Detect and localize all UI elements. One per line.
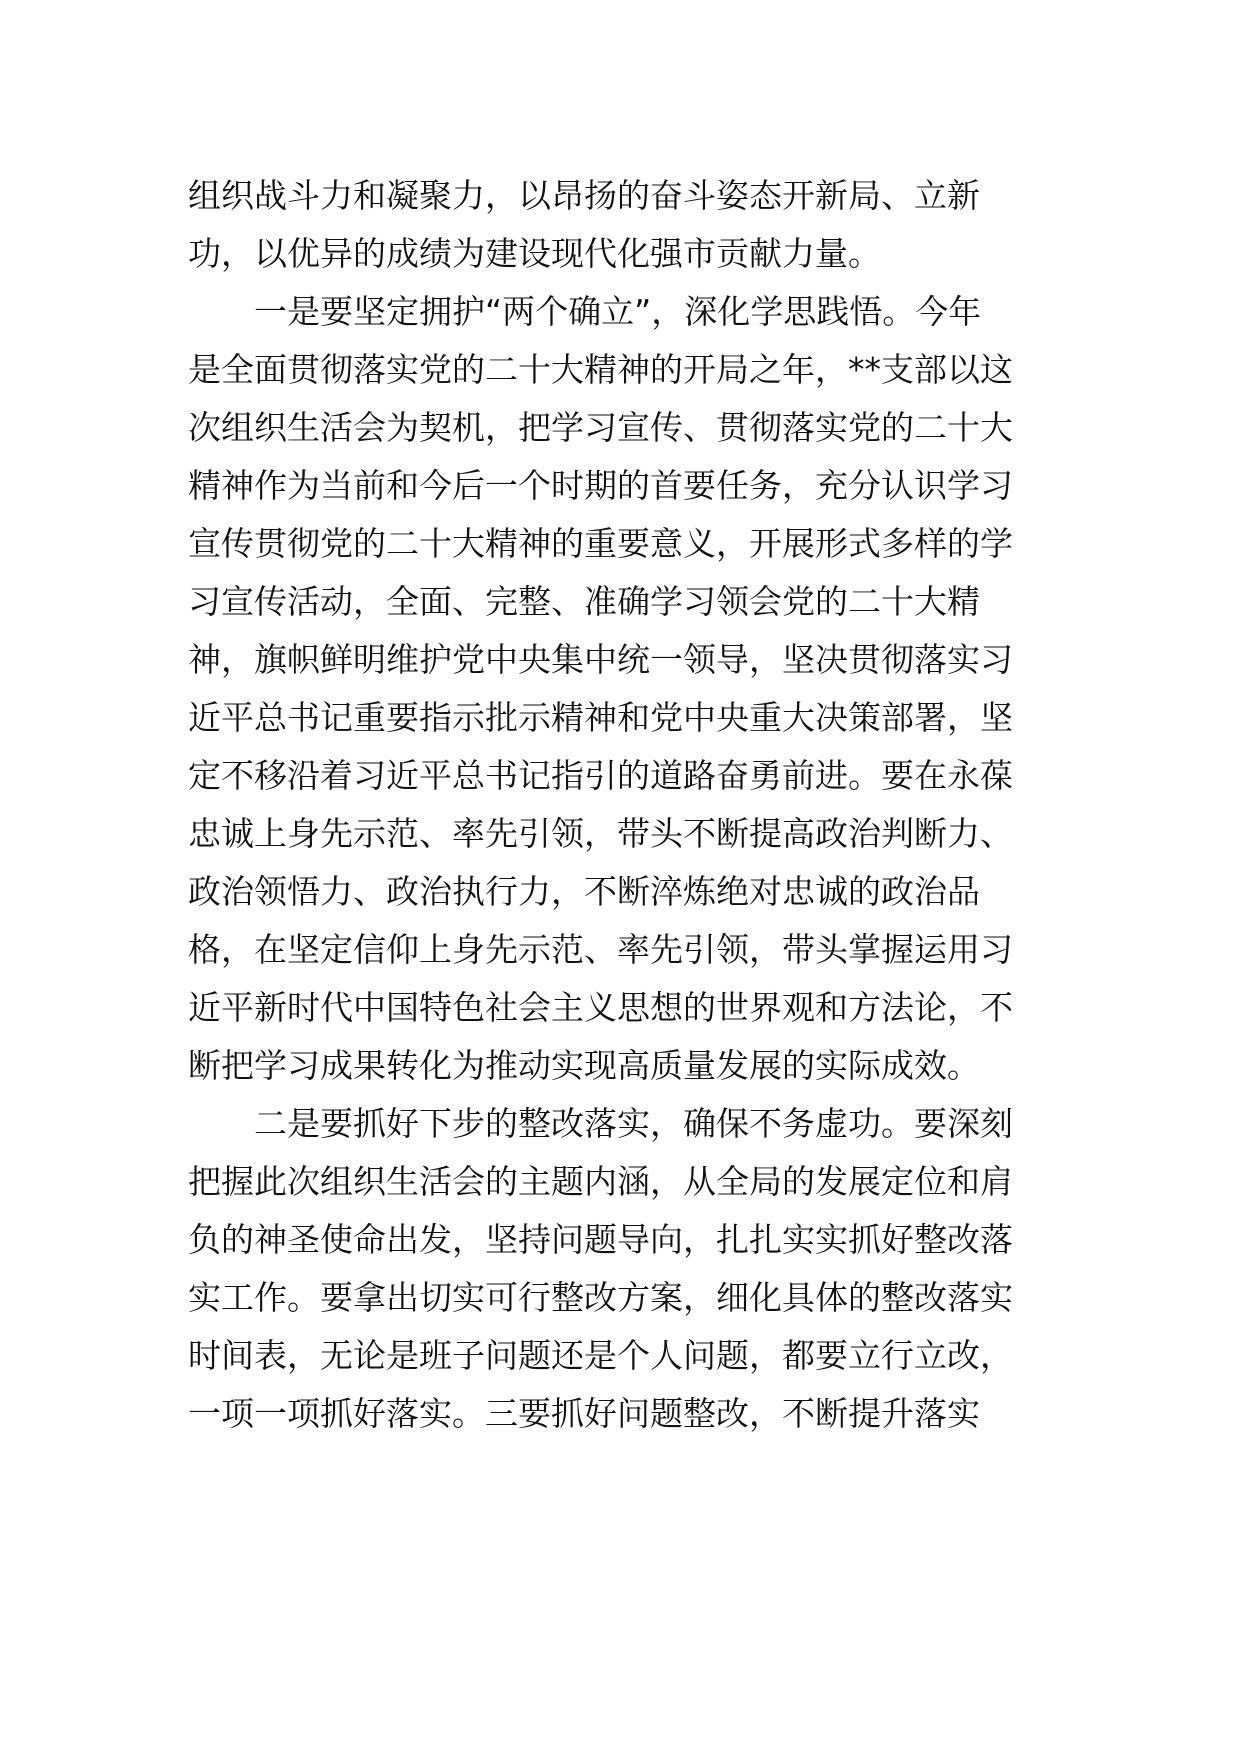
text-line: 精神作为当前和今后一个时期的首要任务，充分认识学习: [188, 466, 1013, 505]
text-line: 忠诚上身先示范、率先引领，带头不断提高政治判断力、: [188, 814, 1013, 853]
text-line: 一项一项抓好落实。三要抓好问题整改，不断提升落实: [188, 1394, 980, 1433]
text-line: 政治领悟力、政治执行力，不断淬炼绝对忠诚的政治品: [188, 872, 980, 911]
text-line: 实工作。要拿出切实可行整改方案，细化具体的整改落实: [188, 1278, 1013, 1317]
text-line: 习宣传活动，全面、完整、准确学习领会党的二十大精: [188, 582, 980, 621]
text-line: 宣传贯彻党的二十大精神的重要意义，开展形式多样的学: [188, 524, 1013, 563]
text-line: 格，在坚定信仰上身先示范、率先引领，带头掌握运用习: [188, 930, 1013, 969]
text-line: 把握此次组织生活会的主题内涵，从全局的发展定位和肩: [188, 1162, 1013, 1201]
text-line: 功，以优异的成绩为建设现代化强市贡献力量。: [188, 234, 881, 273]
text-line: 负的神圣使命出发，坚持问题导向，扎扎实实抓好整改落: [188, 1220, 1013, 1259]
text-line: 时间表，无论是班子问题还是个人问题，都要立行立改，: [188, 1336, 1013, 1375]
text-line: 断把学习成果转化为推动实现高质量发展的实际成效。: [188, 1046, 980, 1085]
text-line: 定不移沿着习近平总书记指引的道路奋勇前进。要在永葆: [188, 756, 1013, 795]
paragraph-first-line: 二是要抓好下步的整改落实，确保不务虚功。要深刻: [254, 1104, 1013, 1143]
text-line: 组织战斗力和凝聚力，以昂扬的奋斗姿态开新局、立新: [188, 176, 980, 215]
text-line: 近平总书记重要指示批示精神和党中央重大决策部署，坚: [188, 698, 1013, 737]
text-line: 神，旗帜鲜明维护党中央集中统一领导，坚决贯彻落实习: [188, 640, 1013, 679]
paragraph-first-line: 一是要坚定拥护“两个确立”，深化学思践悟。今年: [254, 292, 982, 331]
text-line: 次组织生活会为契机，把学习宣传、贯彻落实党的二十大: [188, 408, 1013, 447]
text-line: 是全面贯彻落实党的二十大精神的开局之年，**支部以这: [188, 350, 1013, 389]
text-line: 近平新时代中国特色社会主义思想的世界观和方法论，不: [188, 988, 1013, 1027]
